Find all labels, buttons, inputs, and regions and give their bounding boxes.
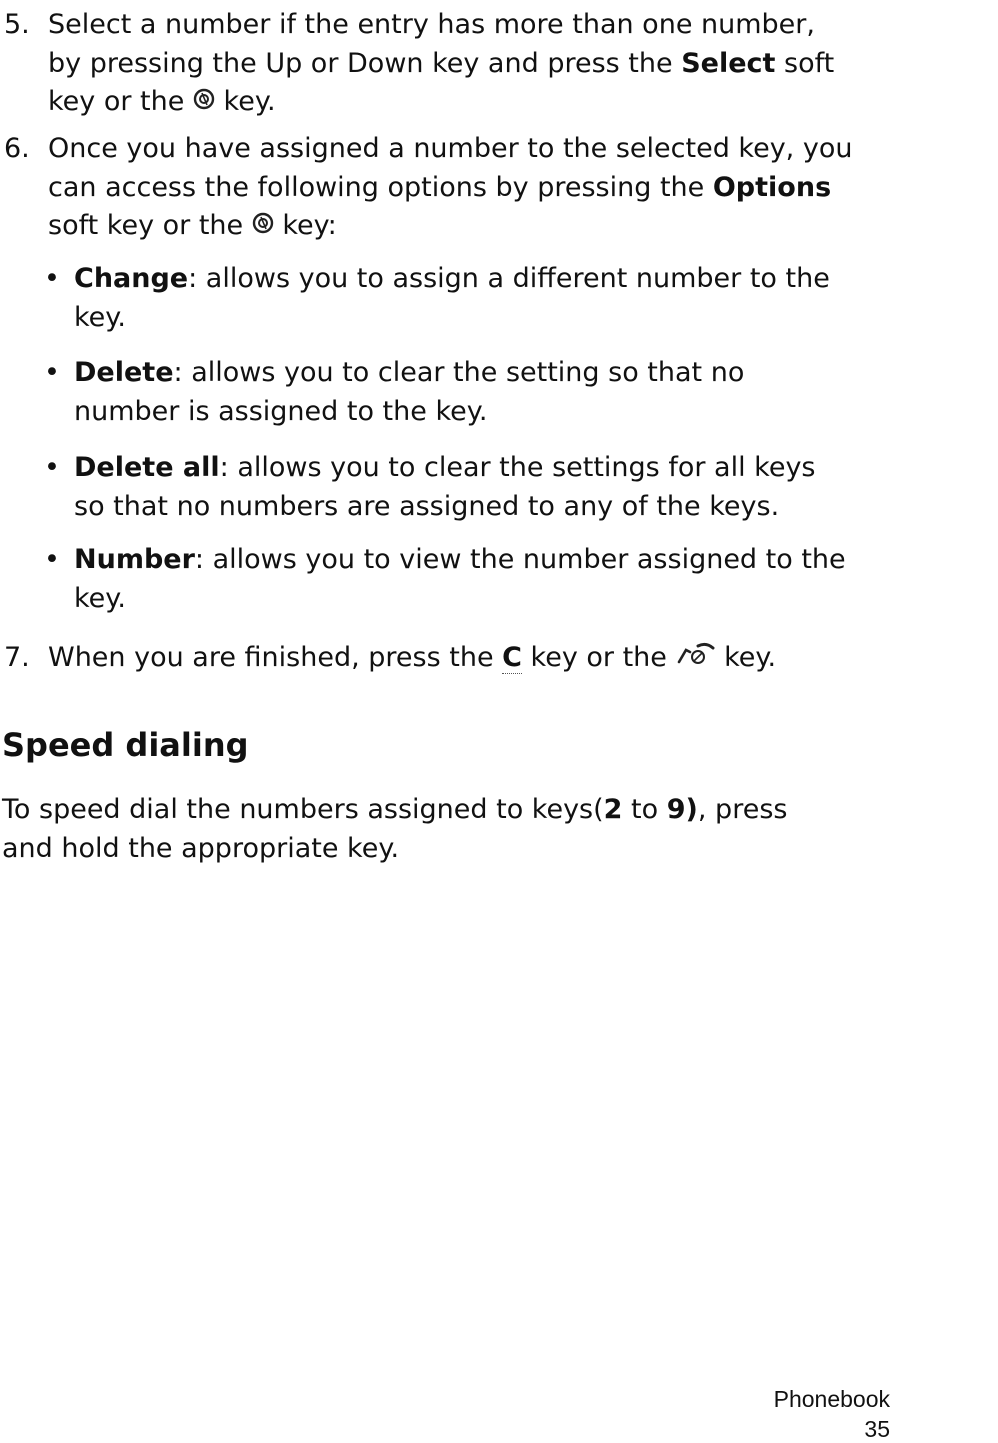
options-key-label: Options bbox=[712, 171, 832, 203]
paragraph-line bbox=[2, 791, 882, 830]
c-key-label: C bbox=[502, 642, 522, 673]
text: When you are finished, press the bbox=[48, 642, 503, 673]
step-number: 7. bbox=[4, 642, 30, 673]
select-key-label: Select bbox=[681, 47, 776, 79]
option-text bbox=[74, 449, 894, 526]
option-description: : allows you to assign a different number to the bbox=[188, 263, 830, 294]
option-line bbox=[74, 260, 894, 299]
step-line bbox=[48, 639, 898, 678]
text: To speed dial the numbers assigned to keys( bbox=[2, 794, 604, 825]
footer-section-name: Phonebook bbox=[773, 1386, 890, 1412]
text: key: bbox=[273, 210, 337, 241]
step-text bbox=[48, 130, 898, 246]
option-line: key. bbox=[74, 582, 126, 614]
section-paragraph bbox=[2, 791, 882, 868]
option-name: Delete bbox=[74, 357, 174, 388]
step-line bbox=[48, 45, 898, 84]
text: key. bbox=[214, 86, 276, 117]
paragraph-line: and hold the appropriate key. bbox=[2, 832, 400, 864]
step-text bbox=[48, 639, 898, 678]
option-line bbox=[74, 541, 894, 580]
option-description: : allows you to view the number assigned to the bbox=[194, 544, 846, 575]
section-heading: Speed dialing bbox=[2, 726, 249, 764]
text: can access the following options by pressing the bbox=[48, 171, 713, 203]
option-description: : allows you to clear the setting so that no bbox=[173, 357, 745, 388]
text: key. bbox=[715, 642, 777, 673]
key-number: 2 bbox=[603, 794, 623, 825]
ok-key-icon bbox=[252, 207, 274, 246]
step-number: 5. bbox=[4, 9, 30, 40]
bullet: • bbox=[44, 452, 60, 483]
text: key or the bbox=[521, 642, 676, 673]
option-description: : allows you to clear the settings for all keys bbox=[219, 452, 816, 483]
option-line: key. bbox=[74, 301, 126, 333]
step-line bbox=[48, 83, 898, 122]
footer-page-number: 35 bbox=[864, 1416, 890, 1442]
option-name: Number bbox=[74, 544, 195, 575]
option-line: so that no numbers are assigned to any of the keys. bbox=[74, 490, 780, 522]
bullet: • bbox=[44, 263, 60, 294]
ok-key-icon bbox=[193, 83, 215, 122]
option-text bbox=[74, 354, 894, 431]
step-line: Once you have assigned a number to the selected key, you bbox=[48, 133, 853, 164]
text: soft key or the bbox=[48, 210, 252, 241]
option-line bbox=[74, 449, 894, 488]
option-text bbox=[74, 541, 894, 618]
text: , press bbox=[697, 794, 788, 825]
step-text bbox=[48, 6, 898, 122]
option-name: Delete all bbox=[74, 452, 220, 483]
step-line: Select a number if the entry has more than one number, bbox=[48, 9, 815, 40]
step-line bbox=[48, 169, 898, 208]
text: by pressing the Up or Down key and press the bbox=[48, 47, 682, 79]
text: to bbox=[622, 794, 667, 825]
step-line bbox=[48, 207, 898, 246]
step-number: 6. bbox=[4, 133, 30, 164]
text: key or the bbox=[48, 86, 193, 117]
option-text bbox=[74, 260, 894, 337]
end-call-key-icon bbox=[676, 639, 716, 678]
bullet: • bbox=[44, 544, 60, 575]
text: soft bbox=[775, 47, 835, 79]
option-name: Change bbox=[74, 263, 189, 294]
option-line bbox=[74, 354, 894, 393]
option-line: number is assigned to the key. bbox=[74, 395, 488, 427]
bullet: • bbox=[44, 357, 60, 388]
key-number: 9) bbox=[666, 794, 698, 825]
